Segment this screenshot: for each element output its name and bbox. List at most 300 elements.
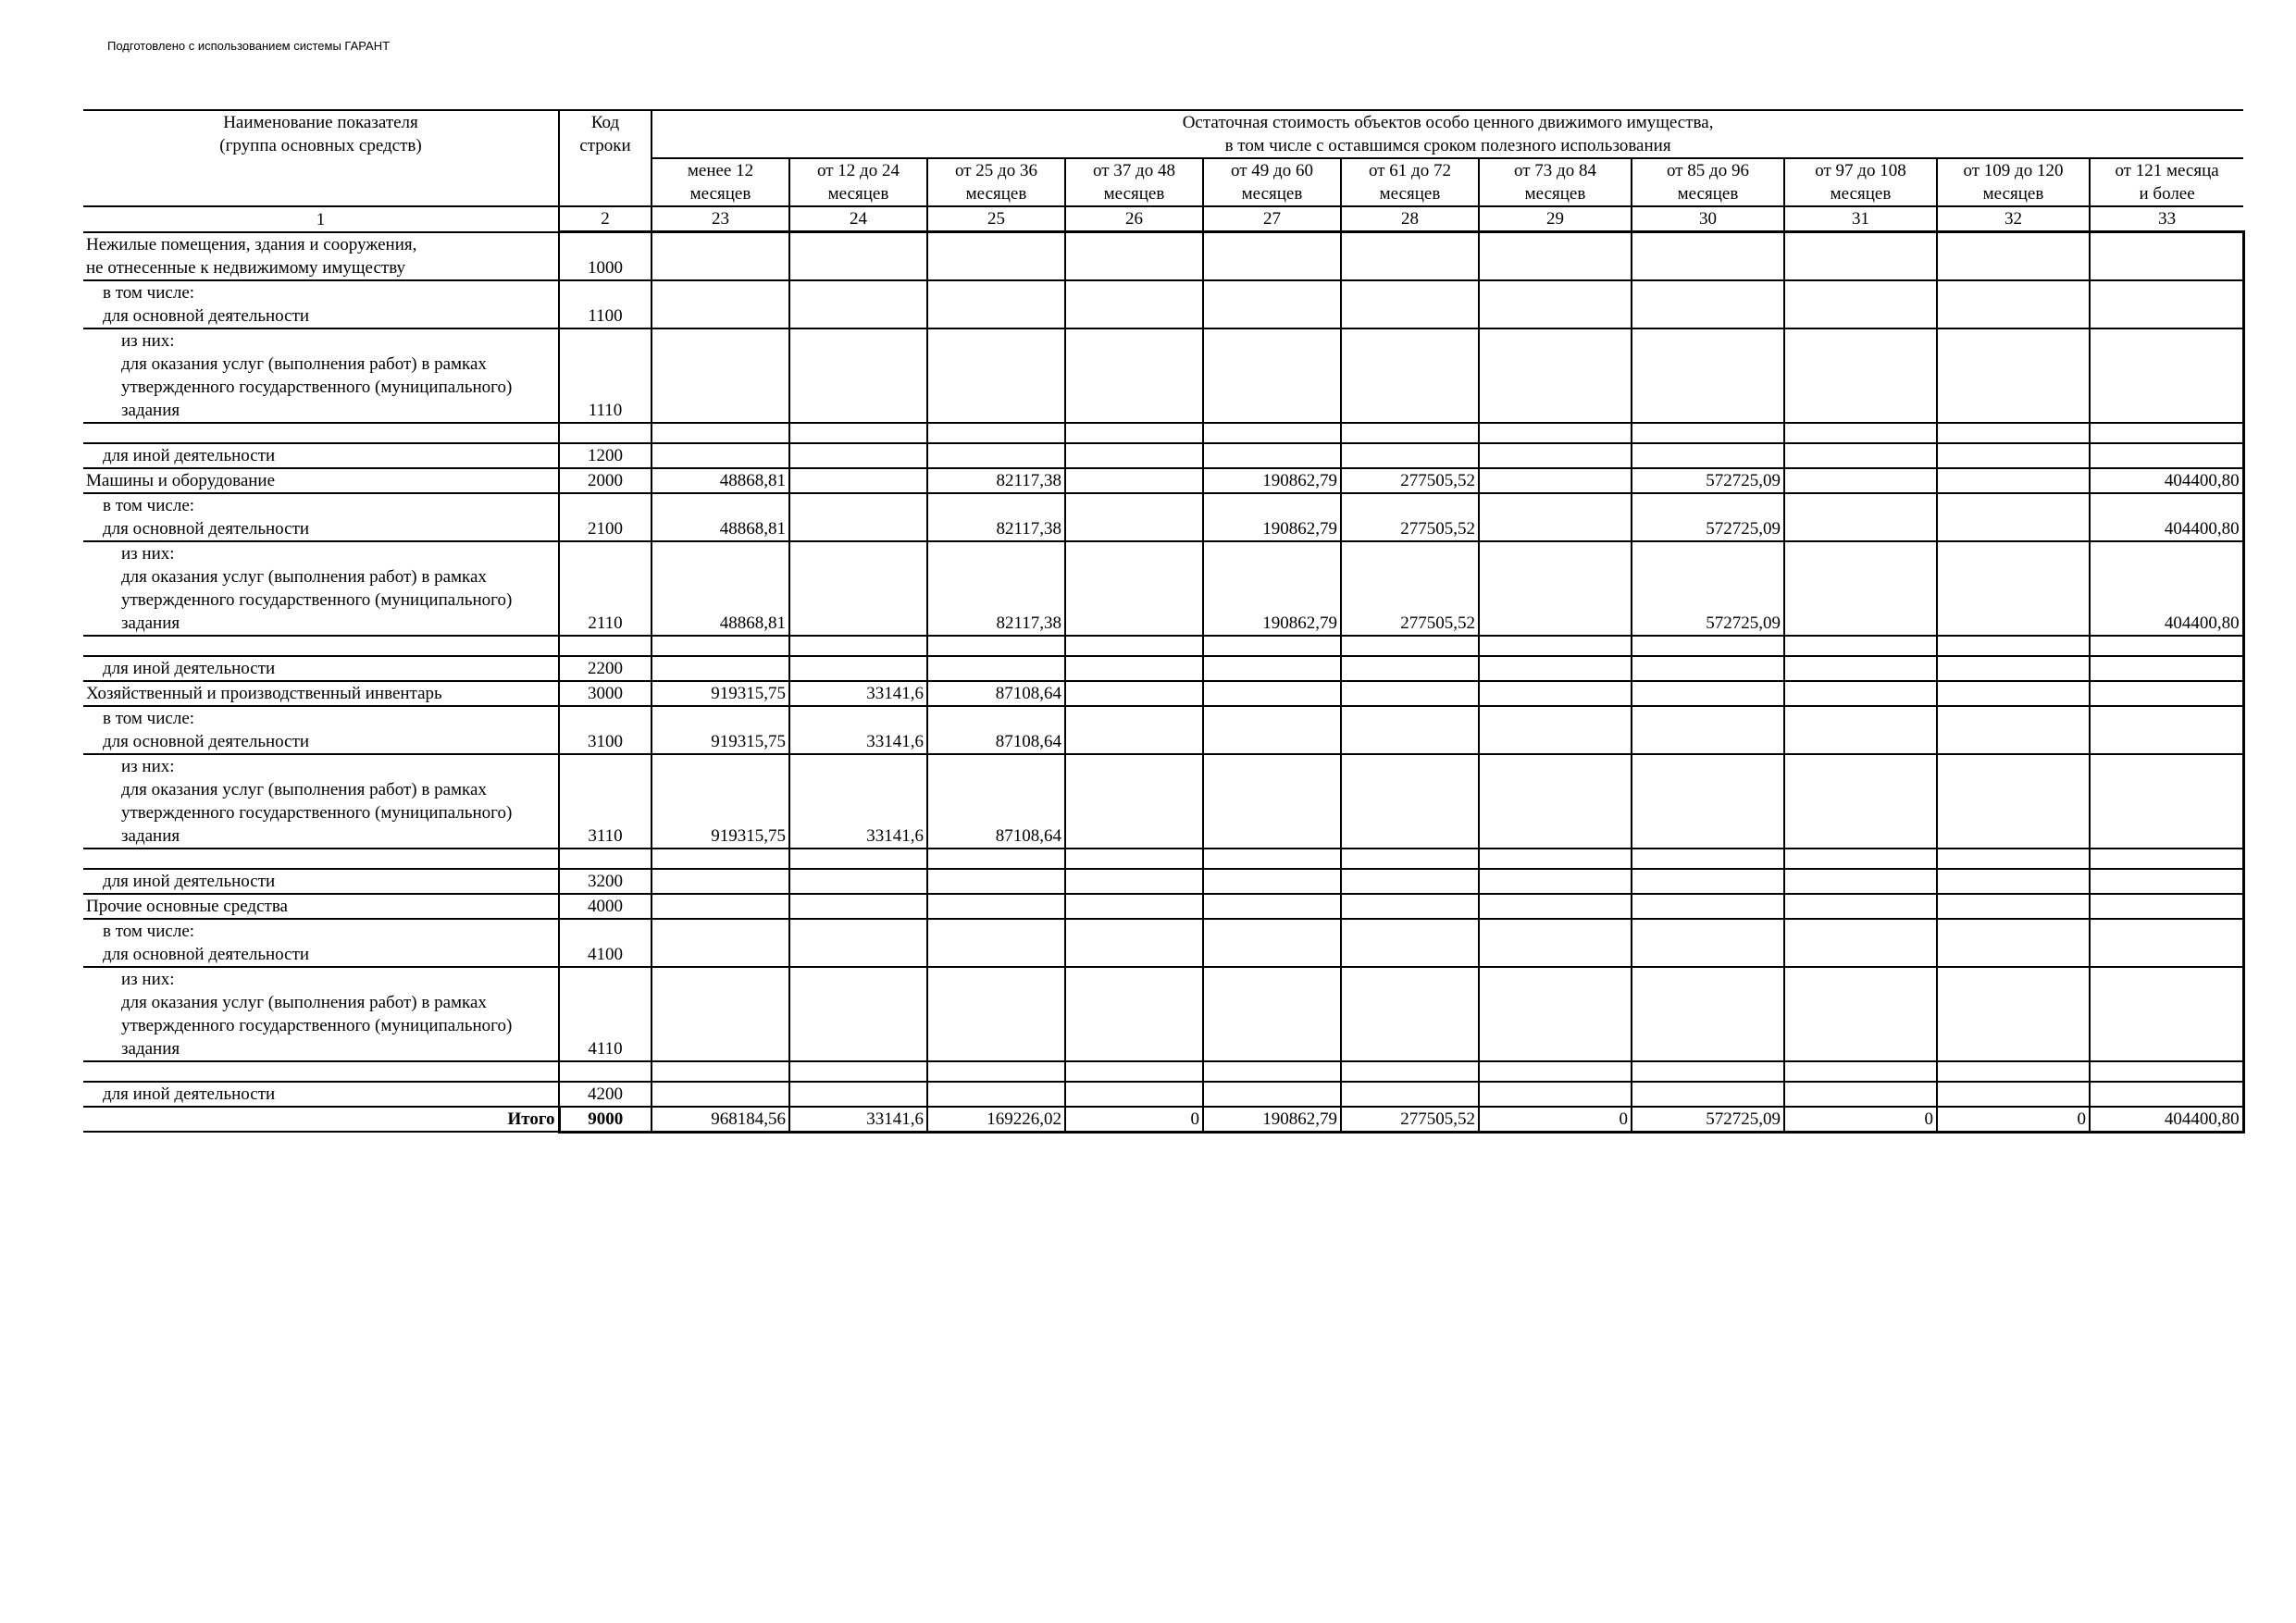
row-name-line: в том числе: — [103, 708, 195, 728]
row-value-cell — [2090, 443, 2243, 468]
row-name-line: для иной деятельности — [103, 871, 276, 891]
row-value-cell — [927, 919, 1065, 967]
row-value-cell — [1065, 232, 1203, 280]
header-period-line-1: от 97 до 108 — [1815, 161, 1906, 180]
header-period-line-1: от 109 до 120 — [1963, 161, 2064, 180]
row-value-cell — [652, 869, 789, 894]
spacer-cell — [559, 423, 652, 443]
row-value-cell — [2090, 656, 2243, 681]
header-period-cell — [927, 158, 1065, 206]
table-row — [83, 894, 2243, 919]
row-name-line: задания — [121, 613, 180, 633]
spacer-cell — [1479, 636, 1632, 656]
row-value-cell — [1937, 967, 2090, 1061]
row-code-cell: 4200 — [559, 1082, 652, 1107]
header-period-line-1: от 12 до 24 — [817, 161, 900, 180]
row-name-line: для иной деятельности — [103, 658, 276, 678]
spacer-cell — [652, 423, 789, 443]
header-period-line-1: от 49 до 60 — [1231, 161, 1313, 180]
header-period-cell — [1065, 158, 1203, 206]
row-value-cell — [1479, 967, 1632, 1061]
header-period-line-2: месяцев — [965, 184, 1027, 204]
row-name-line: для основной деятельности — [103, 731, 310, 751]
row-value-cell — [1632, 443, 1784, 468]
header-period-line-1: от 85 до 96 — [1667, 161, 1749, 180]
row-code-cell: 1000 — [559, 232, 652, 280]
row-value-cell — [1203, 328, 1341, 423]
row-value-cell — [1341, 232, 1479, 280]
row-name-line: для оказания услуг (выполнения работ) в рамках — [121, 353, 487, 374]
spacer-cell — [652, 849, 789, 869]
table-row — [83, 869, 2243, 894]
spacer-cell — [927, 423, 1065, 443]
total-code: 9000 — [559, 1107, 652, 1133]
spacer-cell — [83, 1061, 559, 1082]
row-code-cell: 4100 — [559, 919, 652, 967]
row-value-cell — [1479, 443, 1632, 468]
row-value-cell: 919315,75 — [652, 754, 789, 849]
header-period-line-1: менее 12 — [687, 161, 754, 180]
row-name-line: для оказания услуг (выполнения работ) в рамках — [121, 992, 487, 1012]
table-body — [83, 232, 2243, 1133]
row-value-cell — [1784, 541, 1937, 636]
spacer-cell — [1065, 849, 1203, 869]
row-value-cell — [1937, 681, 2090, 706]
row-value-cell: 190862,79 — [1203, 493, 1341, 541]
spacer-cell — [2090, 423, 2243, 443]
row-code-cell: 3100 — [559, 706, 652, 754]
row-value-cell — [1341, 754, 1479, 849]
spacer-cell — [1341, 849, 1479, 869]
row-value-cell — [1341, 967, 1479, 1061]
spacer-cell — [83, 636, 559, 656]
header-code-cell — [559, 110, 652, 206]
table-row — [83, 328, 2243, 423]
header-period-line-1: от 121 месяца — [2115, 161, 2219, 180]
row-value-cell — [2090, 1082, 2243, 1107]
row-name-line: задания — [121, 1038, 180, 1059]
table-row — [83, 443, 2243, 468]
header-column-number: 2 — [559, 206, 652, 232]
row-value-cell — [1632, 967, 1784, 1061]
row-value-cell — [789, 1082, 927, 1107]
row-value-cell — [652, 232, 789, 280]
total-value-cell: 0 — [1937, 1107, 2090, 1133]
spacer-row — [83, 1061, 2243, 1082]
row-name-cell — [83, 656, 559, 681]
row-value-cell — [1632, 706, 1784, 754]
spacer-cell — [927, 636, 1065, 656]
spacer-cell — [1632, 1061, 1784, 1082]
row-code-cell: 3000 — [559, 681, 652, 706]
row-value-cell — [1784, 328, 1937, 423]
row-code-cell: 4000 — [559, 894, 652, 919]
row-value-cell — [1784, 681, 1937, 706]
row-value-cell — [2090, 280, 2243, 328]
spacer-cell — [1632, 636, 1784, 656]
row-value-cell — [927, 443, 1065, 468]
header-name-line-2: (группа основных средств) — [219, 136, 422, 155]
row-value-cell — [652, 919, 789, 967]
spacer-cell — [1937, 636, 2090, 656]
row-value-cell — [1479, 493, 1632, 541]
row-value-cell — [1937, 493, 2090, 541]
header-period-line-1: от 73 до 84 — [1514, 161, 1596, 180]
header-column-number: 26 — [1065, 206, 1203, 232]
spacer-cell — [652, 1061, 789, 1082]
row-code-cell: 1100 — [559, 280, 652, 328]
row-value-cell — [1203, 706, 1341, 754]
row-name-line: Прочие основные средства — [86, 896, 288, 916]
row-value-cell — [2090, 328, 2243, 423]
row-value-cell — [1065, 919, 1203, 967]
row-value-cell — [2090, 869, 2243, 894]
header-period-line-2: месяцев — [1103, 184, 1165, 204]
row-value-cell — [1632, 919, 1784, 967]
total-value-cell: 0 — [1065, 1107, 1203, 1133]
row-value-cell: 87108,64 — [927, 754, 1065, 849]
row-value-cell — [1479, 232, 1632, 280]
spacer-cell — [2090, 1061, 2243, 1082]
table-row — [83, 967, 2243, 1061]
row-value-cell: 277505,52 — [1341, 468, 1479, 493]
row-value-cell — [789, 894, 927, 919]
spacer-cell — [83, 423, 559, 443]
header-column-number: 32 — [1937, 206, 2090, 232]
spacer-cell — [1937, 423, 2090, 443]
spacer-cell — [1065, 636, 1203, 656]
spacer-cell — [1632, 423, 1784, 443]
row-value-cell — [1784, 754, 1937, 849]
row-value-cell — [1937, 328, 2090, 423]
spacer-cell — [2090, 636, 2243, 656]
row-name-line: Машины и оборудование — [86, 470, 276, 490]
row-value-cell — [789, 443, 927, 468]
header-column-number: 27 — [1203, 206, 1341, 232]
row-value-cell — [927, 967, 1065, 1061]
row-value-cell — [789, 468, 927, 493]
spacer-cell — [789, 423, 927, 443]
row-value-cell — [652, 280, 789, 328]
row-value-cell — [1937, 443, 2090, 468]
total-label: Итого — [83, 1107, 559, 1133]
spacer-cell — [1065, 423, 1203, 443]
header-period-line-1: от 25 до 36 — [955, 161, 1037, 180]
row-value-cell — [1632, 869, 1784, 894]
row-value-cell — [1784, 232, 1937, 280]
row-name-line: из них: — [121, 330, 175, 351]
row-value-cell — [2090, 894, 2243, 919]
total-value-cell: 0 — [1479, 1107, 1632, 1133]
spacer-row — [83, 636, 2243, 656]
row-value-cell — [1937, 468, 2090, 493]
row-value-cell — [2090, 754, 2243, 849]
row-value-cell: 82117,38 — [927, 541, 1065, 636]
spacer-row — [83, 849, 2243, 869]
spacer-cell — [1784, 849, 1937, 869]
row-name-line: задания — [121, 400, 180, 420]
row-value-cell — [789, 493, 927, 541]
header-column-number: 29 — [1479, 206, 1632, 232]
total-value-cell: 968184,56 — [652, 1107, 789, 1133]
row-value-cell — [1203, 894, 1341, 919]
row-value-cell — [1065, 443, 1203, 468]
row-name-line: утвержденного государственного (муниципального) — [121, 802, 513, 823]
header-column-number: 30 — [1632, 206, 1784, 232]
row-value-cell — [789, 232, 927, 280]
row-value-cell — [1203, 232, 1341, 280]
row-value-cell — [1203, 280, 1341, 328]
header-group-line-1: Остаточная стоимость объектов особо ценного движимого имущества, — [1182, 113, 1714, 132]
row-value-cell — [652, 443, 789, 468]
row-value-cell — [1479, 706, 1632, 754]
row-value-cell — [2090, 232, 2243, 280]
row-value-cell: 48868,81 — [652, 541, 789, 636]
row-name-line: из них: — [121, 756, 175, 776]
row-name-cell — [83, 328, 559, 423]
row-value-cell — [1203, 443, 1341, 468]
header-period-line-2: месяцев — [689, 184, 751, 204]
row-name-cell — [83, 754, 559, 849]
table-row — [83, 681, 2243, 706]
header-name-line-1: Наименование показателя — [223, 113, 418, 132]
header-name-cell — [83, 110, 559, 206]
row-name-cell — [83, 967, 559, 1061]
row-name-line: для оказания услуг (выполнения работ) в рамках — [121, 779, 487, 799]
row-name-line: из них: — [121, 543, 175, 564]
header-column-number: 23 — [652, 206, 789, 232]
spacer-cell — [559, 636, 652, 656]
row-value-cell — [927, 232, 1065, 280]
row-value-cell — [1065, 468, 1203, 493]
spacer-cell — [1341, 1061, 1479, 1082]
row-value-cell — [1479, 894, 1632, 919]
row-value-cell — [927, 1082, 1065, 1107]
row-value-cell — [927, 656, 1065, 681]
header-column-number: 31 — [1784, 206, 1937, 232]
row-value-cell — [1479, 754, 1632, 849]
spacer-cell — [1937, 849, 2090, 869]
row-name-line: утвержденного государственного (муниципального) — [121, 1015, 513, 1035]
header-period-cell — [1341, 158, 1479, 206]
spacer-cell — [927, 849, 1065, 869]
row-value-cell — [1065, 869, 1203, 894]
header-period-cell — [1937, 158, 2090, 206]
row-name-line: в том числе: — [103, 282, 195, 303]
table-row — [83, 706, 2243, 754]
row-value-cell: 404400,80 — [2090, 493, 2243, 541]
row-code-cell: 2110 — [559, 541, 652, 636]
header-code-line-2: строки — [579, 136, 631, 155]
row-value-cell: 33141,6 — [789, 706, 927, 754]
table-row — [83, 232, 2243, 280]
row-name-line: в том числе: — [103, 495, 195, 515]
row-value-cell — [1341, 919, 1479, 967]
row-value-cell — [1341, 869, 1479, 894]
row-value-cell: 572725,09 — [1632, 468, 1784, 493]
row-value-cell — [1479, 541, 1632, 636]
row-value-cell: 190862,79 — [1203, 468, 1341, 493]
row-value-cell — [2090, 681, 2243, 706]
header-period-line-2: месяцев — [827, 184, 889, 204]
row-value-cell — [652, 967, 789, 1061]
row-value-cell: 572725,09 — [1632, 493, 1784, 541]
total-value-cell: 572725,09 — [1632, 1107, 1784, 1133]
total-value-cell: 33141,6 — [789, 1107, 927, 1133]
row-name-cell — [83, 493, 559, 541]
header-group-line-2: в том числе с оставшимся сроком полезного использования — [1224, 136, 1671, 155]
row-value-cell: 33141,6 — [789, 681, 927, 706]
header-column-number: 25 — [927, 206, 1065, 232]
row-value-cell — [927, 894, 1065, 919]
header-period-line-1: от 37 до 48 — [1093, 161, 1175, 180]
header-period-cell — [1784, 158, 1937, 206]
table-row — [83, 1082, 2243, 1107]
spacer-cell — [1203, 636, 1341, 656]
row-value-cell — [1784, 280, 1937, 328]
row-value-cell — [652, 1082, 789, 1107]
row-value-cell — [1341, 706, 1479, 754]
row-code-cell: 4110 — [559, 967, 652, 1061]
row-value-cell — [2090, 967, 2243, 1061]
spacer-cell — [789, 636, 927, 656]
row-value-cell — [1203, 754, 1341, 849]
spacer-cell — [1203, 1061, 1341, 1082]
header-period-cell — [1632, 158, 1784, 206]
header-column-number: 28 — [1341, 206, 1479, 232]
row-name-line: для основной деятельности — [103, 305, 310, 326]
row-value-cell — [652, 656, 789, 681]
row-name-cell — [83, 443, 559, 468]
row-value-cell: 48868,81 — [652, 468, 789, 493]
spacer-cell — [652, 636, 789, 656]
row-code-cell: 1200 — [559, 443, 652, 468]
row-value-cell — [1632, 656, 1784, 681]
row-value-cell — [1203, 656, 1341, 681]
row-value-cell — [1784, 656, 1937, 681]
row-value-cell: 404400,80 — [2090, 541, 2243, 636]
row-value-cell — [1479, 869, 1632, 894]
row-value-cell — [1065, 754, 1203, 849]
row-value-cell — [1065, 706, 1203, 754]
row-value-cell — [1937, 894, 2090, 919]
table-header — [83, 110, 2243, 232]
row-value-cell: 404400,80 — [2090, 468, 2243, 493]
row-value-cell — [1065, 894, 1203, 919]
row-name-cell — [83, 468, 559, 493]
header-period-cell — [789, 158, 927, 206]
row-name-line: Хозяйственный и производственный инвентарь — [86, 683, 442, 703]
row-value-cell — [1065, 328, 1203, 423]
row-code-cell: 2100 — [559, 493, 652, 541]
row-value-cell: 919315,75 — [652, 681, 789, 706]
header-period-line-2: и более — [2139, 184, 2195, 204]
spacer-cell — [559, 849, 652, 869]
header-period-line-2: месяцев — [1241, 184, 1303, 204]
row-value-cell — [1479, 1082, 1632, 1107]
row-name-cell — [83, 280, 559, 328]
total-value-cell: 190862,79 — [1203, 1107, 1341, 1133]
row-value-cell: 82117,38 — [927, 468, 1065, 493]
table-row — [83, 541, 2243, 636]
row-value-cell — [652, 328, 789, 423]
row-name-line: Нежилые помещения, здания и сооружения, — [86, 234, 417, 254]
row-name-line: для основной деятельности — [103, 518, 310, 539]
row-value-cell — [1632, 232, 1784, 280]
row-name-line: для иной деятельности — [103, 1084, 276, 1104]
row-value-cell: 190862,79 — [1203, 541, 1341, 636]
spacer-cell — [1341, 423, 1479, 443]
row-value-cell — [1341, 656, 1479, 681]
row-value-cell — [1203, 919, 1341, 967]
row-code-cell: 1110 — [559, 328, 652, 423]
row-name-line: утвержденного государственного (муниципального) — [121, 589, 513, 610]
row-code-cell: 2000 — [559, 468, 652, 493]
row-value-cell: 82117,38 — [927, 493, 1065, 541]
row-value-cell — [1632, 328, 1784, 423]
row-value-cell — [1784, 443, 1937, 468]
row-value-cell — [1937, 869, 2090, 894]
row-value-cell — [927, 328, 1065, 423]
header-period-cell — [2090, 158, 2243, 206]
header-period-line-2: месяцев — [1677, 184, 1739, 204]
table-row — [83, 493, 2243, 541]
garant-note: Подготовлено с использованием системы ГАРАНТ — [107, 39, 391, 53]
header-period-cell — [1479, 158, 1632, 206]
row-name-line: для основной деятельности — [103, 944, 310, 964]
row-value-cell — [789, 280, 927, 328]
header-numbers-row — [83, 206, 2243, 232]
row-value-cell — [927, 869, 1065, 894]
row-code-cell: 3110 — [559, 754, 652, 849]
row-name-cell — [83, 869, 559, 894]
row-code-cell: 3200 — [559, 869, 652, 894]
row-name-line: для оказания услуг (выполнения работ) в рамках — [121, 566, 487, 587]
row-value-cell — [1065, 280, 1203, 328]
row-value-cell — [1203, 1082, 1341, 1107]
row-value-cell — [1479, 656, 1632, 681]
header-period-cell — [1203, 158, 1341, 206]
row-value-cell — [1341, 1082, 1479, 1107]
spacer-cell — [1632, 849, 1784, 869]
row-value-cell — [1479, 919, 1632, 967]
row-value-cell — [789, 967, 927, 1061]
table-row — [83, 468, 2243, 493]
row-value-cell — [789, 919, 927, 967]
header-period-line-1: от 61 до 72 — [1369, 161, 1451, 180]
row-value-cell — [1632, 280, 1784, 328]
header-column-number: 24 — [789, 206, 927, 232]
total-value-cell: 169226,02 — [927, 1107, 1065, 1133]
row-value-cell — [2090, 706, 2243, 754]
row-value-cell — [1632, 681, 1784, 706]
row-value-cell — [789, 328, 927, 423]
row-value-cell: 33141,6 — [789, 754, 927, 849]
header-period-line-2: месяцев — [1982, 184, 2044, 204]
spacer-cell — [1203, 423, 1341, 443]
header-period-cell — [652, 158, 789, 206]
spacer-cell — [1479, 423, 1632, 443]
spacer-cell — [1784, 1061, 1937, 1082]
row-value-cell — [1632, 894, 1784, 919]
row-value-cell — [1937, 280, 2090, 328]
row-name-cell — [83, 1082, 559, 1107]
row-value-cell — [1937, 919, 2090, 967]
row-value-cell — [2090, 919, 2243, 967]
spacer-cell — [1203, 849, 1341, 869]
spacer-cell — [83, 849, 559, 869]
row-value-cell — [789, 869, 927, 894]
